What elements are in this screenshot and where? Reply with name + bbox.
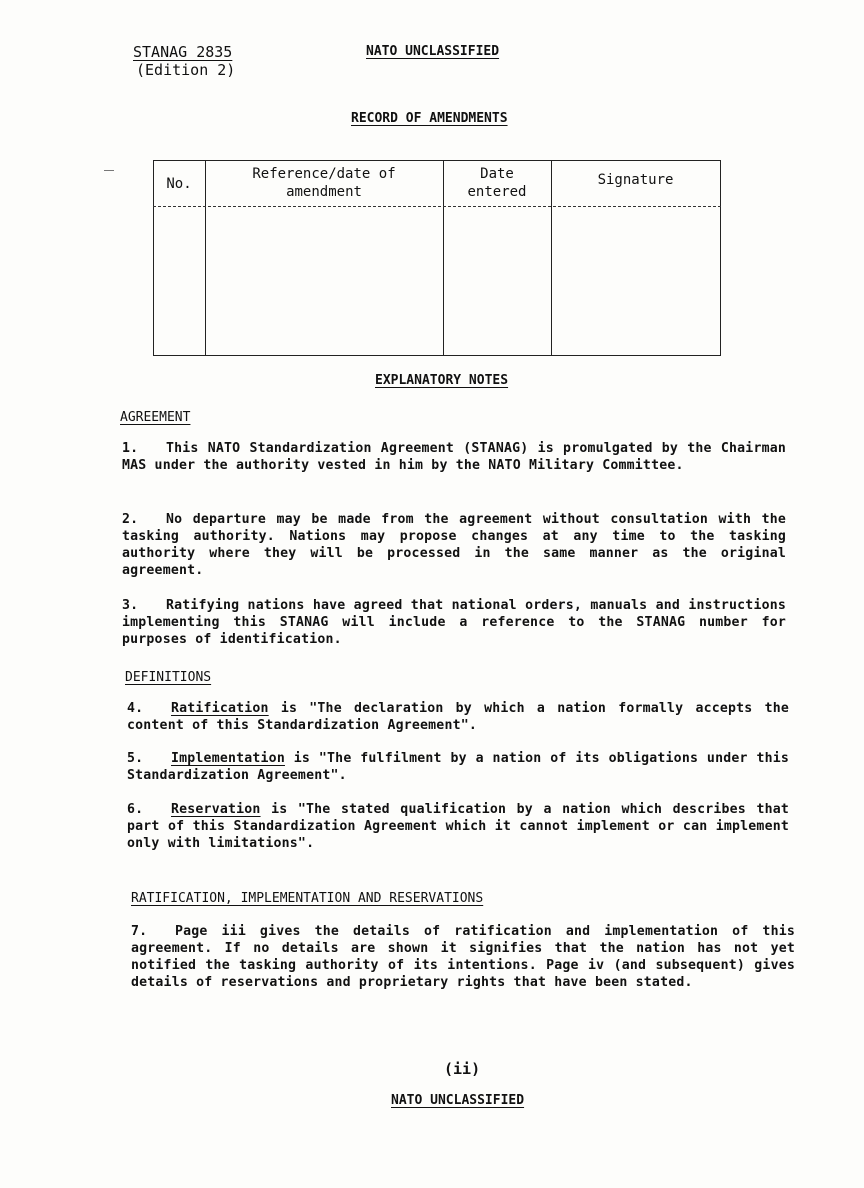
ratification-heading: RATIFICATION, IMPLEMENTATION AND RESERVATIONS [131, 891, 484, 906]
paragraph-number: 4. [127, 701, 144, 716]
header-signature: Signature [597, 172, 674, 188]
definition-text: is "The fulfilment by a nation of its obligations under this Standardization Agreement". [127, 751, 790, 783]
definition-ratification [127, 700, 789, 734]
agreement-heading: AGREEMENT [120, 410, 191, 425]
table-border-right [720, 161, 721, 355]
definition-term: Reservation [171, 802, 261, 817]
edition-label: (Edition 2) [136, 61, 236, 79]
paragraph-text: Page iii gives the details of ratification and implementation of this agreement. If no details are shown it signifies that the nation has not yet notified the tasking authority of its intentions. Page iv (and subsequent) gives details of reservations and proprietary rights that have been stated. [131, 924, 795, 990]
classification-header: NATO UNCLASSIFIED [366, 44, 500, 59]
page-number: (ii) [444, 1060, 481, 1078]
paragraph-number: 6. [127, 802, 144, 817]
header-date [443, 165, 551, 201]
paragraph-2 [122, 511, 786, 579]
definition-term: Implementation [171, 751, 285, 766]
definition-term: Ratification [171, 701, 269, 716]
classification-footer: NATO UNCLASSIFIED [391, 1093, 525, 1108]
header-no: No. [166, 176, 192, 192]
paragraph-1 [122, 440, 786, 474]
paragraph-text: This NATO Standardization Agreement (STANAG) is promulgated by the Chairman MAS under the authority vested in him by the NATO Military Committee. [122, 441, 786, 473]
definition-reservation [127, 801, 789, 852]
stanag-number: STANAG 2835 [133, 43, 233, 61]
header-reference-line1: Reference/date of [252, 166, 396, 182]
paragraph-3 [122, 597, 786, 648]
header-separator [153, 206, 721, 207]
header-date-line2: entered [467, 184, 527, 200]
paragraph-number: 5. [127, 751, 144, 766]
paragraph-text: No departure may be made from the agreement without consultation with the tasking authority. Nations may propose changes at any time to the tasking authority where they will be processed in the same manner as the original agreement. [122, 512, 786, 578]
paragraph-number: 1. [122, 441, 139, 456]
amendments-table [153, 160, 721, 356]
table-divider-3 [551, 161, 552, 355]
paragraph-7 [131, 923, 795, 991]
header-date-line1: Date [480, 166, 514, 182]
record-of-amendments-title: RECORD OF AMENDMENTS [351, 111, 508, 126]
definition-implementation [127, 750, 789, 784]
definitions-heading: DEFINITIONS [125, 670, 212, 685]
definition-text: is "The declaration by which a nation formally accepts the content of this Standardization Agreement". [127, 701, 790, 733]
header-reference-line2: amendment [286, 184, 362, 200]
paragraph-number: 7. [131, 924, 148, 939]
header-reference [205, 165, 443, 201]
paragraph-number: 2. [122, 512, 139, 527]
paragraph-number: 3. [122, 598, 139, 613]
paragraph-text: Ratifying nations have agreed that national orders, manuals and instructions implementing this STANAG will include a reference to the STANAG number for purposes of identification. [122, 598, 786, 647]
margin-mark [104, 170, 114, 171]
explanatory-notes-title: EXPLANATORY NOTES [375, 373, 509, 388]
definition-text: is "The stated qualification by a nation which describes that part of this Standardization Agreement which it cannot implement or can implement only with limitations". [127, 802, 790, 851]
